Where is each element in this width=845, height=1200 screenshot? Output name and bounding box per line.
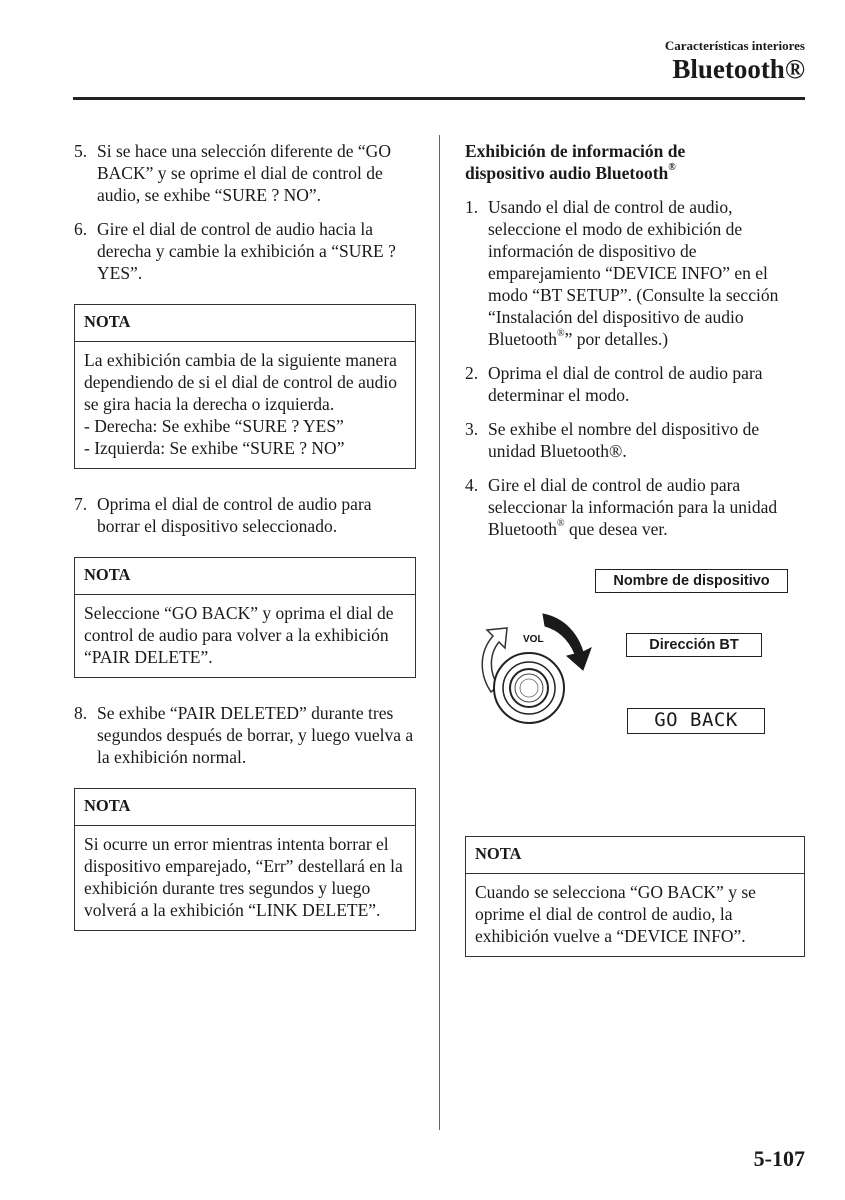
note-title: NOTA (75, 558, 415, 595)
note-body (75, 595, 415, 677)
step-text: Oprima el dial de control de audio para borrar el dispositivo seleccionado. (97, 494, 372, 536)
registered-mark: ® (557, 518, 565, 530)
left-column (74, 140, 416, 955)
page-title: Bluetooth® (672, 54, 805, 84)
step-number: 5. (74, 141, 88, 161)
heading-line-1: Exhibición de información de (465, 141, 686, 161)
step-text: Usando el dial de control de audio, seleccione el modo de exhibición de información de dispositivo de emparejamiento “DEVICE INFO” en el modo “BT SETUP”. (Consulte la sección “Instalación del dispositivo de audio Bluetooth®” por detalles.) (488, 197, 779, 349)
page-number: 5-107 (753, 1146, 805, 1171)
step-number: 2. (465, 363, 479, 383)
label-bt-address: Dirección BT (626, 633, 762, 657)
note-text: La exhibición cambia de la siguiente manera dependiendo de si el dial de control de audio se gira hacia la derecha o izquierda. (84, 350, 397, 414)
step-1 (465, 196, 805, 350)
heading-line-2: dispositivo audio Bluetooth (465, 163, 669, 183)
note-text: Seleccione “GO BACK” y oprima el dial de control de audio para volver a la exhibición “PAIR DELETE”. (84, 603, 394, 667)
step-2 (465, 362, 805, 406)
step-8 (74, 702, 416, 768)
step-4 (465, 474, 805, 540)
step-text: Oprima el dial de control de audio para determinar el modo. (488, 363, 763, 405)
registered-mark: ® (668, 162, 676, 174)
step-number: 8. (74, 703, 88, 723)
note-title: NOTA (75, 789, 415, 826)
note-box (465, 836, 805, 957)
note-text: - Izquierda: Se exhibe “SURE ? NO” (84, 438, 345, 458)
note-box (74, 788, 416, 931)
step-text: Gire el dial de control de audio hacia la derecha y cambie la exhibición a “SURE ? YES”. (97, 219, 396, 283)
step-text: Gire el dial de control de audio para seleccionar la información para la unidad Bluetooth® que desea ver. (488, 475, 778, 539)
note-title: NOTA (75, 305, 415, 342)
step-number: 7. (74, 494, 88, 514)
step-text: Se exhibe el nombre del dispositivo de unidad Bluetooth®. (488, 419, 760, 461)
display-screen: GO BACK (627, 708, 765, 734)
step-5 (74, 140, 416, 206)
dial-figure (465, 566, 805, 816)
step-number: 6. (74, 219, 88, 239)
step-number: 1. (465, 197, 479, 217)
step-number: 3. (465, 419, 479, 439)
step-6 (74, 218, 416, 284)
column-divider (439, 135, 440, 1130)
step-text: Si se hace una selección diferente de “GO BACK” y se oprime el dial de control de audio, se exhibe “SURE ? NO”. (97, 141, 391, 205)
step-number: 4. (465, 475, 479, 495)
note-body (75, 826, 415, 930)
note-body (466, 874, 804, 956)
note-text: - Derecha: Se exhibe “SURE ? YES” (84, 416, 344, 436)
note-box (74, 557, 416, 678)
note-body (75, 342, 415, 468)
dial-label: VOL (523, 634, 544, 645)
right-column (465, 140, 805, 981)
note-title: NOTA (466, 837, 804, 874)
step-3 (465, 418, 805, 462)
step-7 (74, 493, 416, 537)
note-text: Si ocurre un error mientras intenta borrar el dispositivo emparejado, “Err” destellará en la exhibición durante tres segundos y luego volverá a la exhibición “LINK DELETE”. (84, 834, 403, 920)
header-section: Características interiores (664, 38, 805, 53)
step-text: Se exhibe “PAIR DELETED” durante tres segundos después de borrar, y luego vuelva a la exhibición normal. (97, 703, 414, 767)
note-text: Cuando se selecciona “GO BACK” y se oprime el dial de control de audio, la exhibición vuelve a “DEVICE INFO”. (475, 882, 756, 946)
header-rule (73, 97, 805, 100)
section-heading (465, 140, 805, 184)
label-device-name: Nombre de dispositivo (595, 569, 788, 593)
volume-dial-icon (465, 596, 595, 736)
registered-mark: ® (557, 328, 565, 340)
note-box (74, 304, 416, 469)
